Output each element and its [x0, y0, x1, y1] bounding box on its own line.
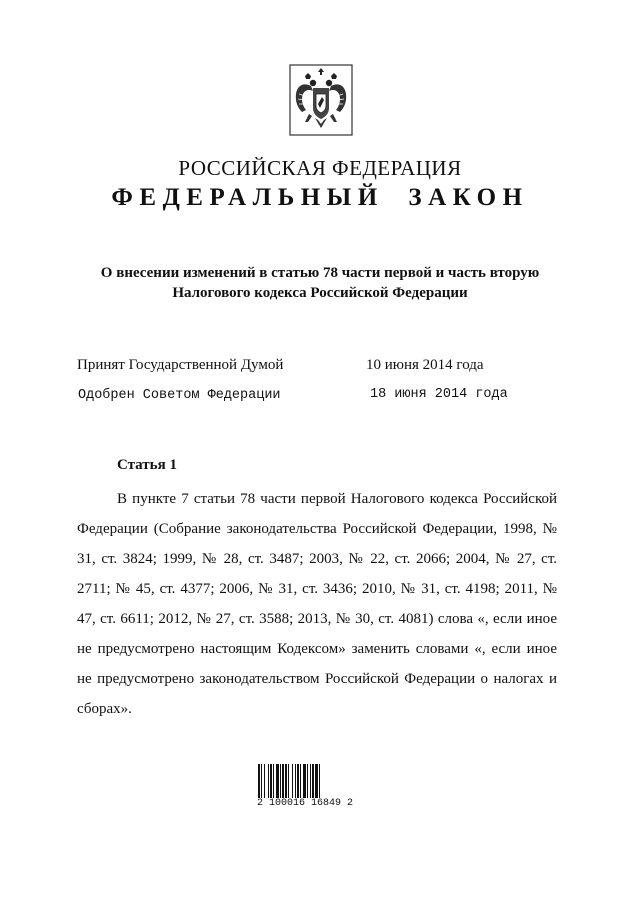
- law-subject-line: Налогового кодекса Российской Федерации: [172, 285, 468, 301]
- document-type-heading: ФЕДЕРАЛЬНЫЙ ЗАКОН: [111, 184, 529, 211]
- coat-of-arms-icon: [289, 64, 353, 136]
- council-approval-label: Одобрен Советом Федерации: [78, 388, 281, 403]
- barcode: [258, 764, 352, 798]
- article-body: В пункте 7 статьи 78 части первой Налогового кодекса Российской Федерации (Собрание законодательства Российской Федерации, 1998, № 31, ст. 3824; 1999, № 28, ст. 3487; 2003, № 22, ст. 2066; 2004, № 27, ст. 2711; № 45, ст. 4377; 2006, № 31, ст. 3436; 2010, № 31, ст. 4198; 2011, № 47, ст. 6611; 2012, № 27, ст. 3588; 2013, № 30, ст. 4081) слова «, если иное не предусмотрено настоящим Кодексом» заменить словами «, если иное не предусмотрено законодательством Российской Федерации о налогах и сборах».: [77, 491, 557, 717]
- law-subject-line: О внесении изменений в статью 78 части первой и часть вторую: [100, 265, 540, 281]
- country-heading: РОССИЙСКАЯ ФЕДЕРАЦИЯ: [178, 156, 462, 180]
- law-subject: [0, 263, 640, 303]
- duma-adoption-label: Принят Государственной Думой: [77, 357, 284, 373]
- council-approval-date: 18 июня 2014 года: [370, 387, 508, 402]
- duma-adoption-date: 10 июня 2014 года: [366, 357, 484, 373]
- article-title: Статья 1: [117, 457, 177, 473]
- barcode-number: 2 100016 16849 2: [256, 798, 353, 809]
